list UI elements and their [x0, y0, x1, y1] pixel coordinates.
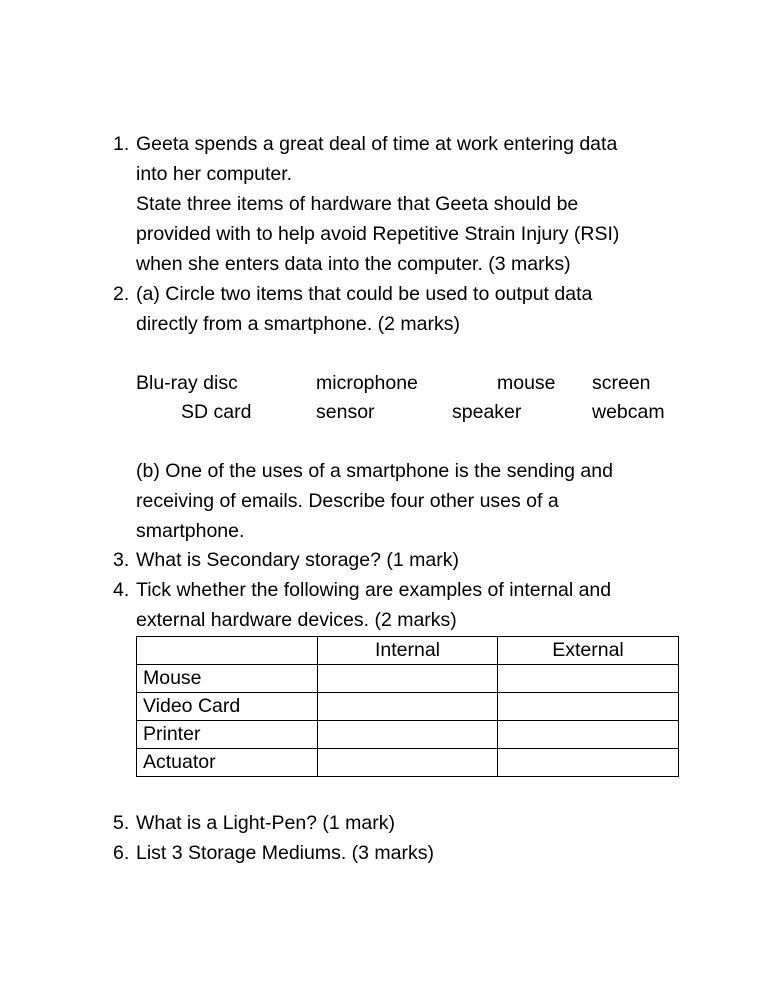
option-sensor[interactable]: sensor — [316, 401, 375, 423]
q3-number: 3. — [113, 549, 130, 571]
q2a-line-2: directly from a smartphone. (2 marks) — [136, 313, 461, 335]
cell-video-card-internal[interactable] — [318, 693, 498, 721]
cell-printer-internal[interactable] — [318, 721, 498, 749]
cell-mouse-external[interactable] — [498, 665, 679, 693]
q1-number: 1. — [113, 133, 130, 155]
table-row — [137, 749, 679, 777]
cell-printer-external[interactable] — [498, 721, 679, 749]
table-header-internal: Internal — [318, 637, 498, 665]
option-microphone[interactable]: microphone — [316, 372, 418, 394]
table-row — [137, 693, 679, 721]
q1-line-5: when she enters data into the computer. (3 marks) — [136, 253, 571, 275]
option-blu-ray-disc[interactable]: Blu-ray disc — [136, 372, 238, 394]
q4-number: 4. — [113, 579, 130, 601]
row-label-video-card: Video Card — [137, 693, 318, 721]
table-header-external: External — [498, 637, 679, 665]
q1-line-1: Geeta spends a great deal of time at work entering data — [136, 133, 618, 155]
row-label-actuator: Actuator — [137, 749, 318, 777]
table-header-row — [137, 637, 679, 665]
option-mouse[interactable]: mouse — [497, 372, 556, 394]
row-label-mouse: Mouse — [137, 665, 318, 693]
q5-number: 5. — [113, 812, 130, 834]
q4-line-2: external hardware devices. (2 marks) — [136, 609, 457, 631]
q1-line-4: provided with to help avoid Repetitive Strain Injury (RSI) — [136, 223, 620, 245]
q3-text: What is Secondary storage? (1 mark) — [136, 549, 459, 571]
cell-mouse-internal[interactable] — [318, 665, 498, 693]
table-header-item — [137, 637, 318, 665]
cell-video-card-external[interactable] — [498, 693, 679, 721]
q2b-line-3: smartphone. — [136, 520, 245, 542]
option-screen[interactable]: screen — [592, 372, 651, 394]
option-speaker[interactable]: speaker — [452, 401, 522, 423]
cell-actuator-external[interactable] — [498, 749, 679, 777]
q1-line-2: into her computer. — [136, 163, 293, 185]
q6-number: 6. — [113, 842, 130, 864]
option-sd-card[interactable]: SD card — [181, 401, 252, 423]
table-row — [137, 721, 679, 749]
row-label-printer: Printer — [137, 721, 318, 749]
q2a-line-1: (a) Circle two items that could be used to output data — [136, 283, 593, 305]
q5-text: What is a Light-Pen? (1 mark) — [136, 812, 396, 834]
q6-text: List 3 Storage Mediums. (3 marks) — [136, 842, 435, 864]
q2-number: 2. — [113, 283, 130, 305]
q2b-line-2: receiving of emails. Describe four other uses of a — [136, 490, 559, 512]
table-row — [137, 665, 679, 693]
option-webcam[interactable]: webcam — [592, 401, 665, 423]
hardware-table — [136, 636, 679, 777]
cell-actuator-internal[interactable] — [318, 749, 498, 777]
q1-line-3: State three items of hardware that Geeta should be — [136, 193, 579, 215]
q2b-line-1: (b) One of the uses of a smartphone is the sending and — [136, 460, 613, 482]
q4-line-1: Tick whether the following are examples of internal and — [136, 579, 612, 601]
